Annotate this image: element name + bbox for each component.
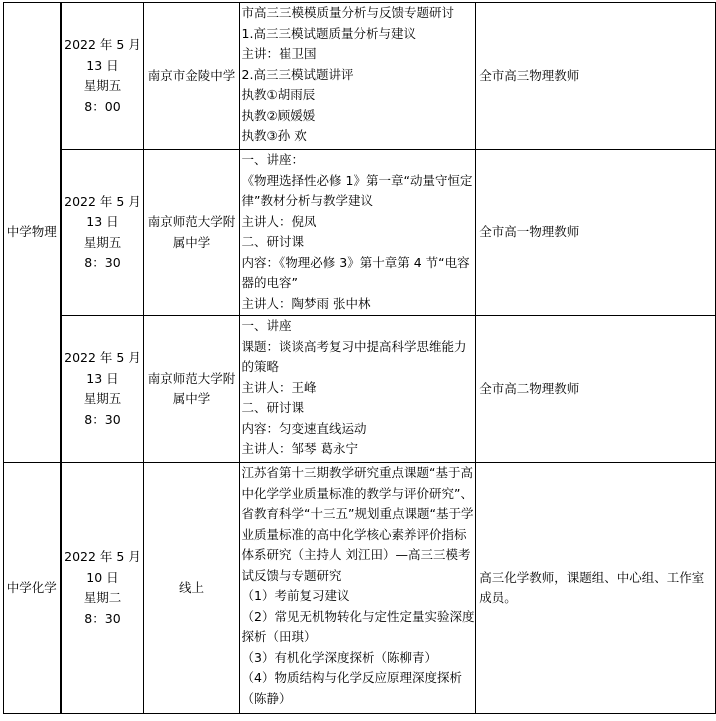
audience-label: 全市高一物理教师: [479, 224, 580, 240]
audience-cell: [476, 316, 716, 463]
content-line: 一、讲座：: [241, 152, 305, 167]
date-weekday: 星期二: [83, 590, 122, 605]
date-weekday: 星期五: [83, 234, 122, 250]
date-month: 2022 年 5 月: [64, 193, 141, 209]
venue-cell: [144, 463, 239, 714]
content-line: 执教②顾媛媛: [241, 107, 316, 123]
audience-label: 全市高二物理教师: [479, 380, 580, 396]
content-line: 《物理选择性必修 1》第一章“动量守恒定律”教材分析与教学建议: [241, 172, 473, 208]
date-time: 8：30: [84, 255, 121, 270]
date-day: 13 日: [86, 214, 119, 229]
content-line: （4）物质结构与化学反应原理深度探析（陈静）: [241, 670, 463, 706]
content-line: 市高三三模模质量分析与反馈专题研讨: [241, 5, 455, 20]
audience-cell: [476, 463, 716, 714]
content-line: 江苏省第十三期教学研究重点课题“基于高中化学学业质量标准的教学与评价研究”、省教育科学“十三五”规划重点课题“基于学业质量标准的高中化学核心素养评价指标体系研究（主持人 刘江田）—高三三模考试反馈与专题研究: [241, 465, 474, 583]
audience-label: 高三化学教师，课题组、中心组、工作室成员。: [479, 569, 705, 605]
date-cell: [61, 463, 144, 714]
content-cell: [239, 316, 476, 463]
date-month: 2022 年 5 月: [64, 37, 141, 52]
content-line: 主讲人：王峰: [241, 379, 317, 395]
content-line: 主讲人：陶梦雨 张中林: [241, 295, 371, 311]
venue-label: 南京市金陵中学: [147, 67, 236, 83]
content-cell: [239, 463, 476, 714]
venue-cell: [144, 150, 239, 316]
date-month: 2022 年 5 月: [64, 350, 141, 365]
subject-label: 中学物理: [6, 224, 57, 240]
venue-label: 南京师范大学附属中学: [147, 370, 236, 406]
table-row: [4, 463, 716, 714]
content-line: 二、研讨课: [241, 400, 305, 415]
table-row: [4, 150, 716, 316]
content-line: 二、研讨课: [241, 234, 305, 249]
date-day: 10 日: [86, 569, 119, 585]
subject-cell: [4, 463, 61, 714]
date-time: 8：00: [84, 98, 121, 114]
table-row: [4, 3, 716, 150]
date-month: 2022 年 5 月: [64, 549, 141, 564]
date-time: 8：30: [84, 610, 121, 626]
content-line: 主讲：崔卫国: [241, 46, 317, 61]
content-line: （3）有机化学深度探析（陈柳青）: [241, 649, 438, 665]
subject-label: 中学化学: [6, 579, 57, 595]
content-line: 执教①胡雨辰: [241, 87, 316, 102]
audience-cell: [476, 150, 716, 316]
content-line: 内容：《物理必修 3》第十章第 4 节“电容器的电容”: [241, 254, 470, 290]
date-cell: [61, 316, 144, 463]
content-line: 主讲人：倪凤: [241, 213, 317, 229]
content-line: （1）考前复习建议: [241, 588, 350, 603]
audience-label: 全市高三物理教师: [479, 67, 580, 83]
date-day: 13 日: [86, 370, 119, 386]
date-cell: [61, 150, 144, 316]
venue-cell: [144, 3, 239, 150]
content-line: （2）常见无机物转化与定性定量实验深度探析（田琪）: [241, 608, 475, 644]
content-cell: [239, 150, 476, 316]
table-row: [4, 316, 716, 463]
content-cell: [239, 3, 476, 150]
venue-label: 南京师范大学附属中学: [147, 214, 236, 250]
content-line: 主讲人：邹琴 葛永宁: [241, 441, 359, 456]
date-time: 8：30: [84, 411, 121, 427]
date-day: 13 日: [86, 57, 119, 73]
schedule-table: [3, 2, 716, 714]
content-line: 2.高三三模试题讲评: [241, 66, 354, 82]
content-line: 一、讲座: [241, 318, 292, 333]
content-line: 内容：匀变速直线运动: [241, 420, 367, 436]
date-cell: [61, 3, 144, 150]
date-weekday: 星期五: [83, 391, 122, 406]
venue-cell: [144, 316, 239, 463]
subject-cell: [4, 3, 61, 463]
date-weekday: 星期五: [83, 78, 122, 93]
content-line: 1.高三三模试题质量分析与建议: [241, 25, 416, 41]
content-line: 执教③孙 欢: [241, 128, 307, 143]
content-line: 课题：谈谈高考复习中提高科学思维能力的策略: [241, 338, 467, 374]
venue-label: 线上: [178, 579, 204, 595]
audience-cell: [476, 3, 716, 150]
